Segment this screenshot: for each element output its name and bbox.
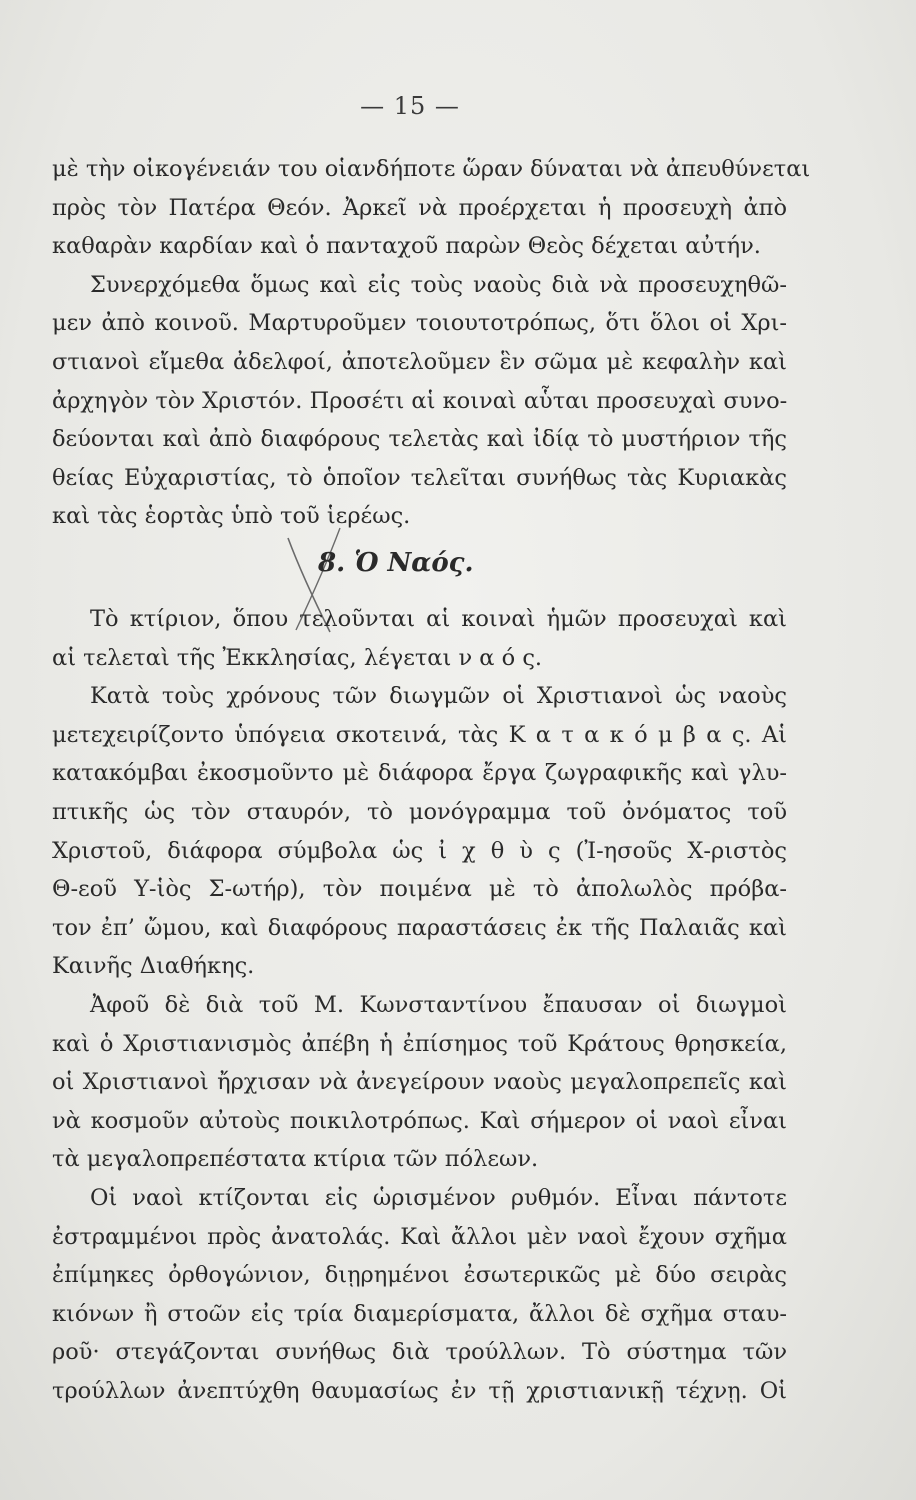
- section-heading: 8. Ὁ Ναός.: [318, 548, 474, 578]
- text-line: Χριστοῦ, διάφορα σύμβολα ὡς ἰ χ θ ὺ ς (Ἰ-ησοῦς Χ-ριστὸς: [52, 837, 787, 864]
- text-line: δεύονται καὶ ἀπὸ διαφόρους τελετὰς καὶ ἰδίᾳ τὸ μυστήριον τῆς: [52, 426, 787, 453]
- text-line: μετεχειρίζοντο ὑπόγεια σκοτεινά, τὰς Κ α τ α κ ό μ β α ς. Αἱ: [52, 721, 787, 748]
- text-line: Θ-εοῦ Υ-ἱὸς Σ-ωτήρ), τὸν ποιμένα μὲ τὸ ἀπολωλὸς πρόβα-: [52, 876, 787, 903]
- text-line: νὰ κοσμοῦν αὐτοὺς ποικιλοτρόπως. Καὶ σήμερον οἱ ναοὶ εἶναι: [52, 1107, 787, 1134]
- text-line: κατακόμβαι ἐκοσμοῦντο μὲ διάφορα ἔργα ζωγραφικῆς καὶ γλυ-: [52, 760, 787, 787]
- page-number: — 15 —: [360, 92, 460, 120]
- text-block-top: [52, 150, 811, 536]
- text-line: μὲ τὴν οἰκογένειάν του οἱανδήποτε ὥραν δύναται νὰ ἀπευθύνεται: [52, 156, 811, 182]
- text-line: μεν ἀπὸ κοινοῦ. Μαρτυροῦμεν τοιουτοτρόπως, ὅτι ὅλοι οἱ Χρι-: [52, 310, 787, 337]
- text-line: καὶ τὰς ἑορτὰς ὑπὸ τοῦ ἱερέως.: [52, 503, 411, 530]
- text-line: Τὸ κτίριον, ὅπου τελοῦνται αἱ κοιναὶ ἡμῶν προσευχαὶ καὶ: [90, 606, 787, 632]
- text-line: τὰ μεγαλοπρεπέστατα κτίρια τῶν πόλεων.: [52, 1146, 539, 1173]
- text-line: αἱ τελεταὶ τῆς Ἐκκλησίας, λέγεται ν α ό ς.: [52, 644, 543, 671]
- text-line: ροῦ· στεγάζονται συνήθως διὰ τρούλλων. Τὸ σύστημα τῶν: [52, 1339, 787, 1366]
- text-line: πτικῆς ὡς τὸν σταυρόν, τὸ μονόγραμμα τοῦ ὀνόματος τοῦ: [52, 798, 787, 825]
- text-line: Οἱ ναοὶ κτίζονται εἰς ὡρισμένον ρυθμόν. Εἶναι πάντοτε: [90, 1184, 787, 1211]
- text-line: ἀρχηγὸν τὸν Χριστόν. Προσέτι αἱ κοιναὶ αὗται προσευχαὶ συνο-: [52, 387, 788, 414]
- text-line: Κατὰ τοὺς χρόνους τῶν διωγμῶν οἱ Χριστιανοὶ ὡς ναοὺς: [90, 683, 787, 710]
- text-line: Συνερχόμεθα ὅμως καὶ εἰς τοὺς ναοὺς διὰ νὰ προσευχηθῶ-: [90, 271, 787, 298]
- text-line: ἐπίμηκες ὀρθογώνιον, διῃρημένοι ἐσωτερικῶς μὲ δύο σειρὰς: [52, 1262, 787, 1289]
- text-line: οἱ Χριστιανοὶ ἤρχισαν νὰ ἀνεγείρουν ναοὺς μεγαλοπρεπεῖς καὶ: [52, 1069, 787, 1096]
- text-line: θείας Εὐχαριστίας, τὸ ὁποῖον τελεῖται συνήθως τὰς Κυριακὰς: [52, 464, 787, 491]
- text-line: καὶ ὁ Χριστιανισμὸς ἀπέβη ἡ ἐπίσημος τοῦ Κράτους θρησκεία,: [52, 1030, 787, 1057]
- text-line: Ἀφοῦ δὲ διὰ τοῦ Μ. Κωνσταντίνου ἔπαυσαν οἱ διωγμοὶ: [90, 991, 787, 1018]
- text-line: τον ἐπ’ ὤμου, καὶ διαφόρους παραστάσεις ἐκ τῆς Παλαιᾶς καὶ: [52, 914, 787, 941]
- text-line: πρὸς τὸν Πατέρα Θεόν. Ἀρκεῖ νὰ προέρχεται ἡ προσευχὴ ἀπὸ: [52, 194, 787, 221]
- text-line: καθαρὰν καρδίαν καὶ ὁ πανταχοῦ παρὼν Θεὸς δέχεται αὐτήν.: [52, 233, 761, 260]
- text-block-bottom: [52, 600, 787, 1410]
- text-line: Καινῆς Διαθήκης.: [52, 953, 255, 980]
- text-line: στιανοὶ εἴμεθα ἀδελφοί, ἀποτελοῦμεν ἓν σῶμα μὲ κεφαλὴν καὶ: [52, 348, 787, 375]
- text-line: τρούλλων ἀνεπτύχθη θαυμασίως ἐν τῇ χριστιανικῇ τέχνῃ. Οἱ: [52, 1377, 787, 1404]
- text-line: κιόνων ἢ στοῶν εἰς τρία διαμερίσματα, ἄλλοι δὲ σχῆμα σταυ-: [52, 1300, 787, 1327]
- text-line: ἐστραμμένοι πρὸς ἀνατολάς. Καὶ ἄλλοι μὲν ναοὶ ἔχουν σχῆμα: [52, 1223, 787, 1250]
